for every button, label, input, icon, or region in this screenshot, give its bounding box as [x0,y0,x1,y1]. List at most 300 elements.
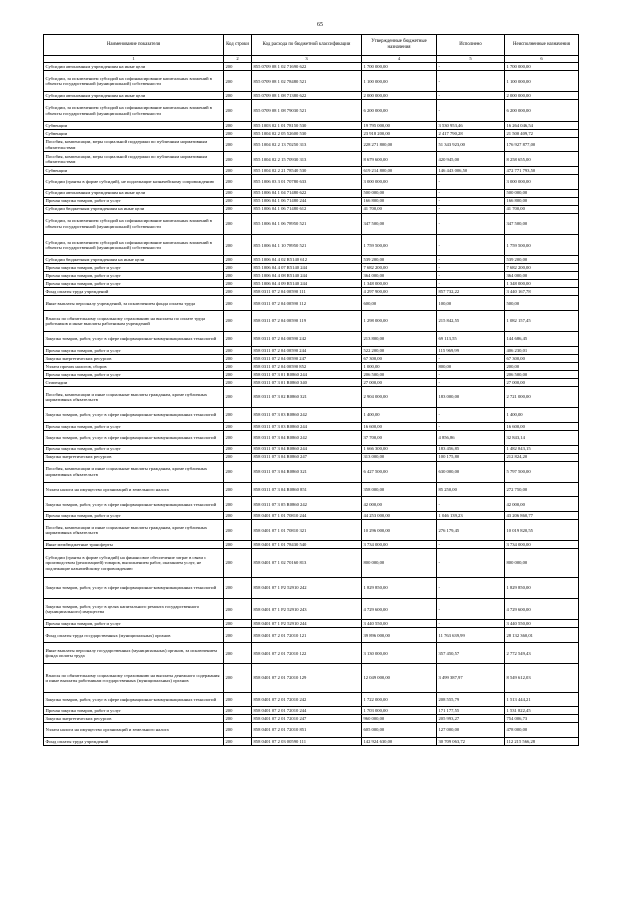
cell-approved: 42 000,00 [362,497,437,512]
cell-approved: 500 000,00 [362,189,437,197]
cell-expense-code: 858 0401 07 2 01 72010 121 [252,628,362,643]
cell-remaining: 1 100 000,00 [505,71,579,92]
cell-approved: 37 700,00 [362,430,437,445]
header-expense-code: Код расхода по бюджетной классификации [252,35,362,56]
cell-expense-code: 858 0311 07 3 05 R0860 242 [252,497,362,512]
cell-indicator-name: Закупка товаров, работ, услуг в сфере информационно-коммуникационных технологий [44,497,224,512]
cell-executed: 1 046 139,23 [437,512,505,520]
cell-line-code: 200 [224,121,252,129]
cell-indicator-name: Закупка товаров, работ, услуг в целях капитального ремонта государственного (муниципального) имущества [44,599,224,620]
cell-executed: 127 000,00 [437,723,505,738]
cell-line-code: 200 [224,497,252,512]
cell-expense-code: 858 0401 07 1 P2 52910 243 [252,599,362,620]
cell-executed: - [437,422,505,430]
cell-approved: 3 000 000,00 [362,174,437,189]
table-row [44,129,579,137]
table-row [44,723,579,738]
cell-approved: 6 200 000,00 [362,100,437,121]
cell-line-code: 200 [224,707,252,715]
cell-line-code: 200 [224,549,252,577]
cell-line-code: 200 [224,296,252,311]
header-approved: Утвержденные бюджетные назначения [362,35,437,56]
table-body [44,63,579,746]
cell-executed: 85 250,00 [437,482,505,497]
cell-line-code: 200 [224,197,252,205]
cell-expense-code: 858 0401 07 1 P2 52910 242 [252,577,362,598]
cell-line-code: 200 [224,541,252,549]
cell-indicator-name: Прочая закупка товаров, работ и услуг [44,422,224,430]
table-row [44,205,579,213]
cell-executed: 857 732,22 [437,288,505,296]
table-row [44,137,579,152]
table-header [44,35,579,63]
cell-executed: - [437,234,505,255]
table-row [44,737,579,745]
cell-executed: 3 499 387,97 [437,664,505,692]
cell-expense-code: 858 0311 07 3 04 R0860 244 [252,445,362,453]
cell-indicator-name: Субсидии, за исключением субсидий на софинансирование капитальных вложений в объекты государственной (муниципальной) собственности [44,213,224,234]
cell-indicator-name: Субсидии, за исключением субсидий на софинансирование капитальных вложений в объекты государственной (муниципальной) собственности [44,100,224,121]
cell-line-code: 200 [224,692,252,707]
cell-executed: - [437,92,505,100]
table-row [44,628,579,643]
cell-expense-code: 858 0401 07 2 01 72010 122 [252,643,362,664]
cell-indicator-name: Уплата налога на имущество организаций и земельного налога [44,482,224,497]
cell-line-code: 200 [224,280,252,288]
cell-approved: 10 296 000,00 [362,520,437,541]
cell-line-code: 200 [224,461,252,482]
cell-approved: 27 000,00 [362,378,437,386]
cell-executed: - [437,620,505,628]
cell-approved: 206 500,00 [362,370,437,378]
cell-remaining: 6 200 000,00 [505,100,579,121]
cell-indicator-name: Субвенции [44,129,224,137]
cell-indicator-name: Прочая закупка товаров, работ и услуг [44,280,224,288]
cell-remaining: 2 721 000,00 [505,386,579,407]
table-row [44,288,579,296]
cell-approved: 1 759 500,00 [362,234,437,255]
cell-indicator-name: Пособия, компенсации и иные социальные выплаты гражданам, кроме публичных нормативных обязательств [44,386,224,407]
cell-indicator-name: Прочая закупка товаров, работ и услуг [44,707,224,715]
cell-line-code: 200 [224,577,252,598]
cell-line-code: 200 [224,264,252,272]
cell-remaining: 478 000,00 [505,723,579,738]
cell-line-code: 200 [224,445,252,453]
cell-approved: 522 200,00 [362,346,437,354]
cell-remaining: 67 300,00 [505,354,579,362]
cell-executed: - [437,497,505,512]
cell-indicator-name: Уплата налога на имущество организаций и земельного налога [44,723,224,738]
cell-remaining: 1 348 000,00 [505,280,579,288]
table-row [44,92,579,100]
cell-executed: - [437,189,505,197]
cell-remaining: 42 000,00 [505,497,579,512]
header-remaining: Неисполненные назначения [505,35,579,56]
cell-line-code: 200 [224,643,252,664]
table-row [44,296,579,311]
cell-approved: 347 500,00 [362,213,437,234]
cell-executed: - [437,272,505,280]
cell-approved: 213 800,00 [362,332,437,347]
cell-remaining: 10 019 820,55 [505,520,579,541]
table-row [44,280,579,288]
table-row [44,234,579,255]
cell-expense-code: 858 0311 07 2 04 00590 242 [252,332,362,347]
table-row [44,71,579,92]
cell-line-code: 200 [224,386,252,407]
cell-approved: 1 703 000,00 [362,707,437,715]
cell-remaining: 4 729 600,00 [505,599,579,620]
cell-line-code: 200 [224,512,252,520]
cell-expense-code: 855 1004 02 2 15 70930 313 [252,152,362,167]
table-row [44,121,579,129]
cell-remaining: 8 549 612,03 [505,664,579,692]
cell-approved: 8 679 600,00 [362,152,437,167]
cell-remaining: 800 000,00 [505,549,579,577]
cell-line-code: 200 [224,482,252,497]
cell-executed: 2 417 790,28 [437,129,505,137]
cell-indicator-name: Прочая закупка товаров, работ и услуг [44,620,224,628]
cell-line-code: 200 [224,272,252,280]
cell-indicator-name: Закупка товаров, работ, услуг в сфере информационно-коммуникационных технологий [44,332,224,347]
cell-expense-code: 855 1006 04 1 10 78950 521 [252,234,362,255]
cell-indicator-name: Субсидии, за исключением субсидий на софинансирование капитальных вложений в объекты государственной (муниципальной) собственности [44,71,224,92]
cell-line-code: 200 [224,628,252,643]
cell-expense-code: 858 0311 07 2 04 00590 247 [252,354,362,362]
cell-approved: 364 000,00 [362,272,437,280]
cell-executed: - [437,280,505,288]
cell-executed: 208 555,79 [437,692,505,707]
cell-indicator-name: Пособия, компенсации, меры социальной поддержки по публичным нормативным обязательствам [44,152,224,167]
cell-executed: 420 945,00 [437,152,505,167]
cell-line-code: 200 [224,520,252,541]
table-row [44,643,579,664]
cell-remaining: 539 200,00 [505,256,579,264]
cell-indicator-name: Уплата прочих налогов, сборов [44,362,224,370]
cell-executed: 183 456,85 [437,445,505,453]
cell-remaining: 43 206 860,77 [505,512,579,520]
table-row [44,707,579,715]
cell-indicator-name: Прочая закупка товаров, работ и услуг [44,264,224,272]
col-number: 5 [437,56,505,63]
cell-expense-code: 855 0709 08 1 02 71690 622 [252,63,362,71]
cell-executed: - [437,370,505,378]
cell-executed: - [437,213,505,234]
table-row [44,422,579,430]
cell-line-code: 200 [224,422,252,430]
cell-expense-code: 858 0311 07 3 03 R0860 244 [252,422,362,430]
cell-remaining: 500,00 [505,296,579,311]
cell-executed: 115 969,99 [437,346,505,354]
col-number: 4 [362,56,437,63]
cell-indicator-name: Субсидии (гранты в форме субсидий), не подлежащие казначейскому сопровождению [44,174,224,189]
cell-remaining: 166 800,00 [505,197,579,205]
cell-expense-code: 855 1006 03 3 01 70780 633 [252,174,362,189]
cell-indicator-name: Прочая закупка товаров, работ и услуг [44,197,224,205]
cell-expense-code: 855 1006 04 1 04 71480 622 [252,189,362,197]
cell-expense-code: 858 0401 07 2 01 72010 244 [252,707,362,715]
cell-indicator-name: Стипендии [44,378,224,386]
cell-indicator-name: Субсидии автономным учреждениям на иные цели [44,63,224,71]
cell-indicator-name: Субсидии бюджетным учреждениям на иные цели [44,256,224,264]
cell-remaining: 3 000 000,00 [505,174,579,189]
table-row [44,445,579,453]
cell-indicator-name: Прочая закупка товаров, работ и услуг [44,272,224,280]
cell-remaining: 28 132 360,01 [505,628,579,643]
cell-indicator-name: Пособия, компенсации и иные социальные выплаты гражданам, кроме публичных нормативных обязательств [44,461,224,482]
cell-approved: 4 729 600,00 [362,599,437,620]
cell-approved: 3 734 000,00 [362,541,437,549]
cell-indicator-name: Закупка товаров, работ, услуг в сфере информационно-коммуникационных технологий [44,408,224,423]
cell-remaining: 1 082 157,45 [505,310,579,331]
cell-indicator-name: Фонд оплаты труда учреждений [44,288,224,296]
cell-indicator-name: Субсидии (гранты в форме субсидий) на финансовое обеспечение затрат в связи с производством (реализацией) товаров, выполнением работ, оказанием услуг, не подлежащие казначейскому сопровождению [44,549,224,577]
cell-executed: 51 343 923,00 [437,137,505,152]
header-line-code: Код строки [224,35,252,56]
table-row [44,512,579,520]
table-row [44,166,579,174]
cell-approved: 960 000,00 [362,715,437,723]
cell-indicator-name: Фонд оплаты труда государственных (муниципальных) органов [44,628,224,643]
cell-line-code: 200 [224,288,252,296]
cell-expense-code: 855 1004 02 2 05 52600 530 [252,129,362,137]
cell-approved: 1 100 000,00 [362,71,437,92]
cell-approved: 16 600,00 [362,422,437,430]
cell-executed: - [437,378,505,386]
table-row [44,453,579,461]
cell-indicator-name: Субвенции [44,166,224,174]
cell-remaining: 3 734 000,00 [505,541,579,549]
table-row [44,152,579,167]
cell-line-code: 200 [224,256,252,264]
cell-expense-code: 858 0401 07 2 03 00590 111 [252,737,362,745]
cell-indicator-name: Субсидии, за исключением субсидий на софинансирование капитальных вложений в объекты государственной (муниципальной) собственности [44,234,224,255]
cell-remaining: 200,00 [505,362,579,370]
cell-indicator-name: Взносы по обязательному социальному страхованию на выплаты по оплате труда работников и иные выплаты работникам учреждений [44,310,224,331]
cell-expense-code: 858 0401 07 1 P2 52910 244 [252,620,362,628]
cell-remaining: 206 500,00 [505,370,579,378]
table-row [44,599,579,620]
cell-executed: 800,00 [437,362,505,370]
cell-line-code: 200 [224,92,252,100]
cell-remaining: 3 440 550,00 [505,620,579,628]
cell-expense-code: 855 1006 04 4 07 R5140 244 [252,264,362,272]
cell-indicator-name: Иные выплаты персоналу учреждений, за исключением фонда оплаты труда [44,296,224,311]
cell-approved: 23 918 200,00 [362,129,437,137]
cell-expense-code: 858 0401 07 1 01 70810 244 [252,512,362,520]
cell-expense-code: 855 1003 02 1 01 78150 530 [252,121,362,129]
cell-approved: 3 440 550,00 [362,620,437,628]
cell-remaining: 8 258 655,00 [505,152,579,167]
col-number: 2 [224,56,252,63]
cell-expense-code: 858 0311 07 3 03 R0860 242 [252,408,362,423]
cell-approved: 800 000,00 [362,549,437,577]
cell-expense-code: 858 0311 07 2 04 00590 244 [252,346,362,354]
cell-line-code: 200 [224,723,252,738]
cell-indicator-name: Закупка товаров, работ, услуг в сфере информационно-коммуникационных технологий [44,577,224,598]
cell-indicator-name: Закупка энергетических ресурсов [44,354,224,362]
cell-indicator-name: Закупка товаров, работ, услуг в сфере информационно-коммуникационных технологий [44,692,224,707]
cell-executed: 30 709 063,72 [437,737,505,745]
table-row [44,63,579,71]
cell-expense-code: 858 0311 07 2 04 00590 111 [252,288,362,296]
cell-remaining: 406 230,01 [505,346,579,354]
cell-remaining: 1 482 843,15 [505,445,579,453]
cell-expense-code: 855 1006 04 1 06 71480 244 [252,197,362,205]
cell-approved: 600,00 [362,296,437,311]
cell-remaining: 1 759 500,00 [505,234,579,255]
cell-approved: 1 000,00 [362,362,437,370]
table-row [44,620,579,628]
cell-executed: 183 000,00 [437,386,505,407]
cell-expense-code: 858 0311 07 2 04 00590 852 [252,362,362,370]
cell-executed: 69 113,55 [437,332,505,347]
cell-expense-code: 858 0311 07 2 04 00590 112 [252,296,362,311]
cell-indicator-name: Закупка энергетических ресурсов [44,453,224,461]
cell-expense-code: 858 0311 07 3 01 R0860 244 [252,370,362,378]
cell-remaining: 27 000,00 [505,378,579,386]
cell-expense-code: 858 0311 07 2 04 00590 119 [252,310,362,331]
cell-executed: - [437,205,505,213]
cell-remaining: 1 531 822,45 [505,707,579,715]
header-indicator-name: Наименование показателя [44,35,224,56]
cell-approved: 619 214 800,00 [362,166,437,174]
cell-remaining: 1 829 850,00 [505,577,579,598]
cell-approved: 4 297 900,00 [362,288,437,296]
cell-executed: 205 993,27 [437,715,505,723]
cell-approved: 44 253 000,00 [362,512,437,520]
cell-approved: 41 700,00 [362,205,437,213]
cell-executed: - [437,408,505,423]
cell-executed: - [437,599,505,620]
cell-approved: 3 130 000,00 [362,643,437,664]
cell-expense-code: 855 1006 04 4 08 R5140 244 [252,272,362,280]
cell-line-code: 200 [224,234,252,255]
cell-approved: 1 666 300,00 [362,445,437,453]
cell-line-code: 200 [224,354,252,362]
cell-approved: 1 700 000,00 [362,63,437,71]
cell-line-code: 200 [224,205,252,213]
cell-expense-code: 858 0311 07 3 04 R0860 851 [252,482,362,497]
cell-line-code: 200 [224,620,252,628]
cell-line-code: 200 [224,378,252,386]
cell-line-code: 200 [224,737,252,745]
cell-approved: 605 000,00 [362,723,437,738]
cell-line-code: 200 [224,213,252,234]
table-row [44,520,579,541]
table-row [44,370,579,378]
table-row [44,386,579,407]
cell-remaining: 2 000 000,00 [505,92,579,100]
cell-executed: 3 530 953,46 [437,121,505,129]
table-row [44,692,579,707]
cell-approved: 1 829 850,00 [362,577,437,598]
cell-line-code: 200 [224,599,252,620]
col-number: 3 [252,56,362,63]
cell-indicator-name: Прочая закупка товаров, работ и услуг [44,370,224,378]
table-row [44,189,579,197]
cell-executed: 100,00 [437,296,505,311]
cell-line-code: 200 [224,129,252,137]
cell-expense-code: 855 1004 02 2 13 70250 313 [252,137,362,152]
cell-expense-code: 858 0401 07 2 01 72010 242 [252,692,362,707]
cell-line-code: 200 [224,310,252,331]
table-row [44,346,579,354]
cell-approved: 2 904 000,00 [362,386,437,407]
cell-line-code: 200 [224,408,252,423]
cell-expense-code: 858 0401 07 1 02 70160 813 [252,549,362,577]
table-row [44,332,579,347]
table-row [44,213,579,234]
cell-line-code: 200 [224,100,252,121]
cell-indicator-name: Субсидии бюджетным учреждениям на иные цели [44,205,224,213]
cell-remaining: 754 006,73 [505,715,579,723]
cell-approved: 142 924 630,00 [362,737,437,745]
cell-indicator-name: Закупка энергетических ресурсов [44,715,224,723]
cell-remaining: 112 215 566,28 [505,737,579,745]
cell-indicator-name: Фонд оплаты труда учреждений [44,737,224,745]
page-number: 65 [317,22,323,28]
cell-approved: 7 682 200,00 [362,264,437,272]
cell-line-code: 200 [224,370,252,378]
cell-remaining: 364 000,00 [505,272,579,280]
cell-expense-code: 855 0709 08 1 08 79030 521 [252,100,362,121]
table-row [44,272,579,280]
cell-executed: 276 179,45 [437,520,505,541]
cell-remaining: 5 797 500,00 [505,461,579,482]
cell-line-code: 200 [224,332,252,347]
table-row [44,264,579,272]
cell-expense-code: 855 1004 02 2 21 78540 530 [252,166,362,174]
cell-indicator-name: Прочая закупка товаров, работ и услуг [44,512,224,520]
cell-expense-code: 858 0401 07 2 01 72010 247 [252,715,362,723]
cell-indicator-name: Субсидии автономным учреждениям на иные цели [44,92,224,100]
cell-approved: 19 795 000,00 [362,121,437,129]
cell-remaining: 41 700,00 [505,205,579,213]
cell-executed: - [437,354,505,362]
cell-expense-code: 858 0311 07 3 01 R0860 340 [252,378,362,386]
cell-approved: 2 000 000,00 [362,92,437,100]
table-row [44,664,579,692]
cell-expense-code: 858 0401 07 2 01 72010 851 [252,723,362,738]
table-row [44,197,579,205]
cell-remaining: 500 000,00 [505,189,579,197]
cell-remaining: 272 750,00 [505,482,579,497]
cell-approved: 539 200,00 [362,256,437,264]
cell-expense-code: 855 0709 08 1 08 71380 622 [252,92,362,100]
cell-expense-code: 855 1006 04 1 06 78950 521 [252,213,362,234]
table-row [44,497,579,512]
table-row [44,310,579,331]
cell-approved: 1 298 000,00 [362,310,437,331]
table-row [44,408,579,423]
cell-indicator-name: Субвенции [44,121,224,129]
cell-indicator-name: Пособия, компенсации и иные социальные выплаты гражданам, кроме публичных нормативных обязательств [44,520,224,541]
cell-line-code: 200 [224,152,252,167]
cell-executed: - [437,63,505,71]
table-row [44,354,579,362]
cell-remaining: 3 440 167,78 [505,288,579,296]
cell-executed: 100 175,80 [437,453,505,461]
col-number: 1 [44,56,224,63]
cell-approved: 1 722 000,00 [362,692,437,707]
cell-remaining: 16 264 046,54 [505,121,579,129]
table-row [44,461,579,482]
cell-remaining: 176 927 877,00 [505,137,579,152]
cell-indicator-name: Пособия, компенсации, меры социальной поддержки по публичным нормативным обязательствам [44,137,224,152]
cell-remaining: 21 500 409,72 [505,129,579,137]
table-row [44,378,579,386]
